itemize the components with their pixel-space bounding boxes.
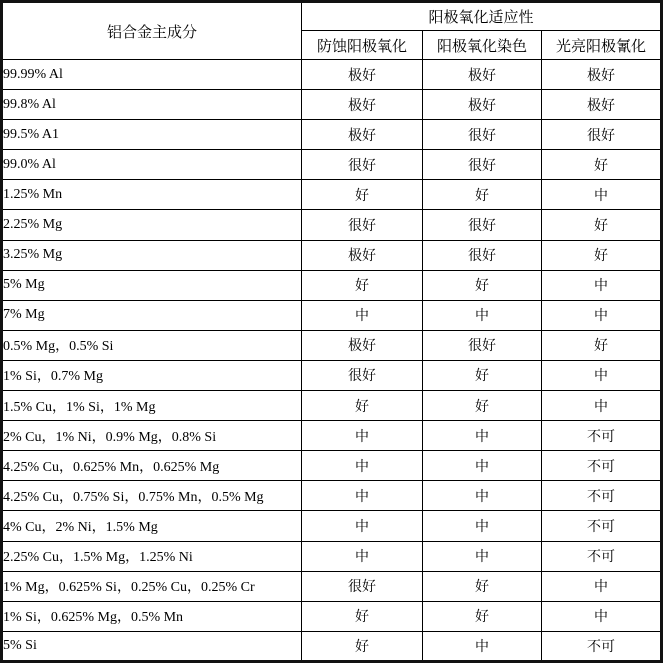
rating-cell: 很好 bbox=[423, 240, 542, 270]
rating-cell: 好 bbox=[423, 601, 542, 631]
rating-cell: 好 bbox=[302, 180, 423, 210]
composition-cell: 5% Mg bbox=[2, 270, 302, 300]
rating-cell: 好 bbox=[542, 240, 662, 270]
header-row-group bbox=[2, 2, 662, 31]
table-body bbox=[2, 60, 662, 662]
table-row bbox=[2, 511, 662, 541]
rating-cell: 不可 bbox=[542, 541, 662, 571]
table-row bbox=[2, 541, 662, 571]
composition-cell: 99.0% Al bbox=[2, 150, 302, 180]
composition-cell: 1.25% Mn bbox=[2, 180, 302, 210]
composition-cell: 4% Cu，2% Ni，1.5% Mg bbox=[2, 511, 302, 541]
rating-cell: 极好 bbox=[302, 120, 423, 150]
composition-cell: 1% Mg，0.625% Si，0.25% Cu，0.25% Cr bbox=[2, 571, 302, 601]
rating-cell: 好 bbox=[542, 150, 662, 180]
sub-header-anodize-dyeing: 阳极氧化染色 bbox=[423, 31, 542, 60]
table-row bbox=[2, 601, 662, 631]
table-row bbox=[2, 90, 662, 120]
rating-cell: 好 bbox=[302, 270, 423, 300]
table-row bbox=[2, 451, 662, 481]
rating-cell: 好 bbox=[423, 360, 542, 390]
composition-cell: 1% Si，0.625% Mg，0.5% Mn bbox=[2, 601, 302, 631]
rating-cell: 好 bbox=[302, 601, 423, 631]
rating-cell: 中 bbox=[423, 541, 542, 571]
rating-cell: 极好 bbox=[542, 90, 662, 120]
rating-cell: 中 bbox=[302, 451, 423, 481]
rating-cell: 中 bbox=[423, 300, 542, 330]
composition-cell: 2.25% Mg bbox=[2, 210, 302, 240]
rating-cell: 中 bbox=[423, 511, 542, 541]
rating-cell: 好 bbox=[302, 631, 423, 661]
composition-cell: 99.8% Al bbox=[2, 90, 302, 120]
composition-cell: 4.25% Cu，0.75% Si，0.75% Mn，0.5% Mg bbox=[2, 481, 302, 511]
rating-cell: 很好 bbox=[302, 150, 423, 180]
rating-cell: 不可 bbox=[542, 631, 662, 661]
composition-cell: 0.5% Mg，0.5% Si bbox=[2, 330, 302, 360]
table-row bbox=[2, 60, 662, 90]
table-row bbox=[2, 210, 662, 240]
rating-cell: 中 bbox=[302, 481, 423, 511]
rating-cell: 中 bbox=[302, 541, 423, 571]
table-row bbox=[2, 180, 662, 210]
composition-cell: 3.25% Mg bbox=[2, 240, 302, 270]
rating-cell: 很好 bbox=[302, 571, 423, 601]
rating-cell: 极好 bbox=[542, 60, 662, 90]
table-row bbox=[2, 360, 662, 390]
rating-cell: 好 bbox=[423, 571, 542, 601]
table-row bbox=[2, 391, 662, 421]
table-row bbox=[2, 481, 662, 511]
rating-cell: 极好 bbox=[302, 60, 423, 90]
rating-cell: 中 bbox=[423, 451, 542, 481]
rating-cell: 很好 bbox=[423, 120, 542, 150]
composition-cell: 99.99% Al bbox=[2, 60, 302, 90]
rating-cell: 中 bbox=[302, 300, 423, 330]
rating-cell: 中 bbox=[542, 180, 662, 210]
rating-cell: 很好 bbox=[423, 330, 542, 360]
rating-cell: 很好 bbox=[302, 360, 423, 390]
rating-cell: 中 bbox=[542, 391, 662, 421]
rating-cell: 好 bbox=[542, 330, 662, 360]
composition-cell: 5% Si bbox=[2, 631, 302, 661]
rating-cell: 极好 bbox=[423, 90, 542, 120]
column-header-anodizing-suitability: 阳极氧化适应性 bbox=[302, 2, 662, 31]
table-row bbox=[2, 270, 662, 300]
table-row bbox=[2, 120, 662, 150]
table-row bbox=[2, 330, 662, 360]
composition-cell: 1% Si，0.7% Mg bbox=[2, 360, 302, 390]
rating-cell: 中 bbox=[302, 511, 423, 541]
composition-cell: 4.25% Cu，0.625% Mn，0.625% Mg bbox=[2, 451, 302, 481]
composition-cell: 99.5% A1 bbox=[2, 120, 302, 150]
rating-cell: 极好 bbox=[423, 60, 542, 90]
rating-cell: 中 bbox=[542, 571, 662, 601]
rating-cell: 不可 bbox=[542, 511, 662, 541]
rating-cell: 极好 bbox=[302, 330, 423, 360]
rating-cell: 中 bbox=[302, 421, 423, 451]
sub-header-bright-anodizing: 光亮阳极氰化 bbox=[542, 31, 662, 60]
table-row bbox=[2, 421, 662, 451]
table-row bbox=[2, 300, 662, 330]
rating-cell: 中 bbox=[542, 270, 662, 300]
rating-cell: 中 bbox=[542, 300, 662, 330]
table-row bbox=[2, 631, 662, 661]
rating-cell: 极好 bbox=[302, 240, 423, 270]
sub-header-corrosion-anodizing: 防蚀阳极氧化 bbox=[302, 31, 423, 60]
table-row bbox=[2, 240, 662, 270]
rating-cell: 好 bbox=[423, 391, 542, 421]
composition-cell: 2.25% Cu，1.5% Mg，1.25% Ni bbox=[2, 541, 302, 571]
rating-cell: 好 bbox=[302, 391, 423, 421]
table-row bbox=[2, 150, 662, 180]
rating-cell: 不可 bbox=[542, 481, 662, 511]
rating-cell: 中 bbox=[542, 601, 662, 631]
rating-cell: 极好 bbox=[302, 90, 423, 120]
rating-cell: 中 bbox=[542, 360, 662, 390]
composition-cell: 1.5% Cu，1% Si，1% Mg bbox=[2, 391, 302, 421]
table-header bbox=[2, 2, 662, 60]
rating-cell: 中 bbox=[423, 631, 542, 661]
rating-cell: 好 bbox=[423, 270, 542, 300]
rating-cell: 很好 bbox=[423, 210, 542, 240]
column-header-composition: 铝合金主成分 bbox=[2, 2, 302, 60]
rating-cell: 很好 bbox=[302, 210, 423, 240]
composition-cell: 7% Mg bbox=[2, 300, 302, 330]
rating-cell: 很好 bbox=[542, 120, 662, 150]
rating-cell: 不可 bbox=[542, 451, 662, 481]
rating-cell: 好 bbox=[423, 180, 542, 210]
rating-cell: 中 bbox=[423, 481, 542, 511]
composition-cell: 2% Cu，1% Ni，0.9% Mg，0.8% Si bbox=[2, 421, 302, 451]
rating-cell: 好 bbox=[542, 210, 662, 240]
rating-cell: 中 bbox=[423, 421, 542, 451]
rating-cell: 很好 bbox=[423, 150, 542, 180]
rating-cell: 不可 bbox=[542, 421, 662, 451]
table-row bbox=[2, 571, 662, 601]
